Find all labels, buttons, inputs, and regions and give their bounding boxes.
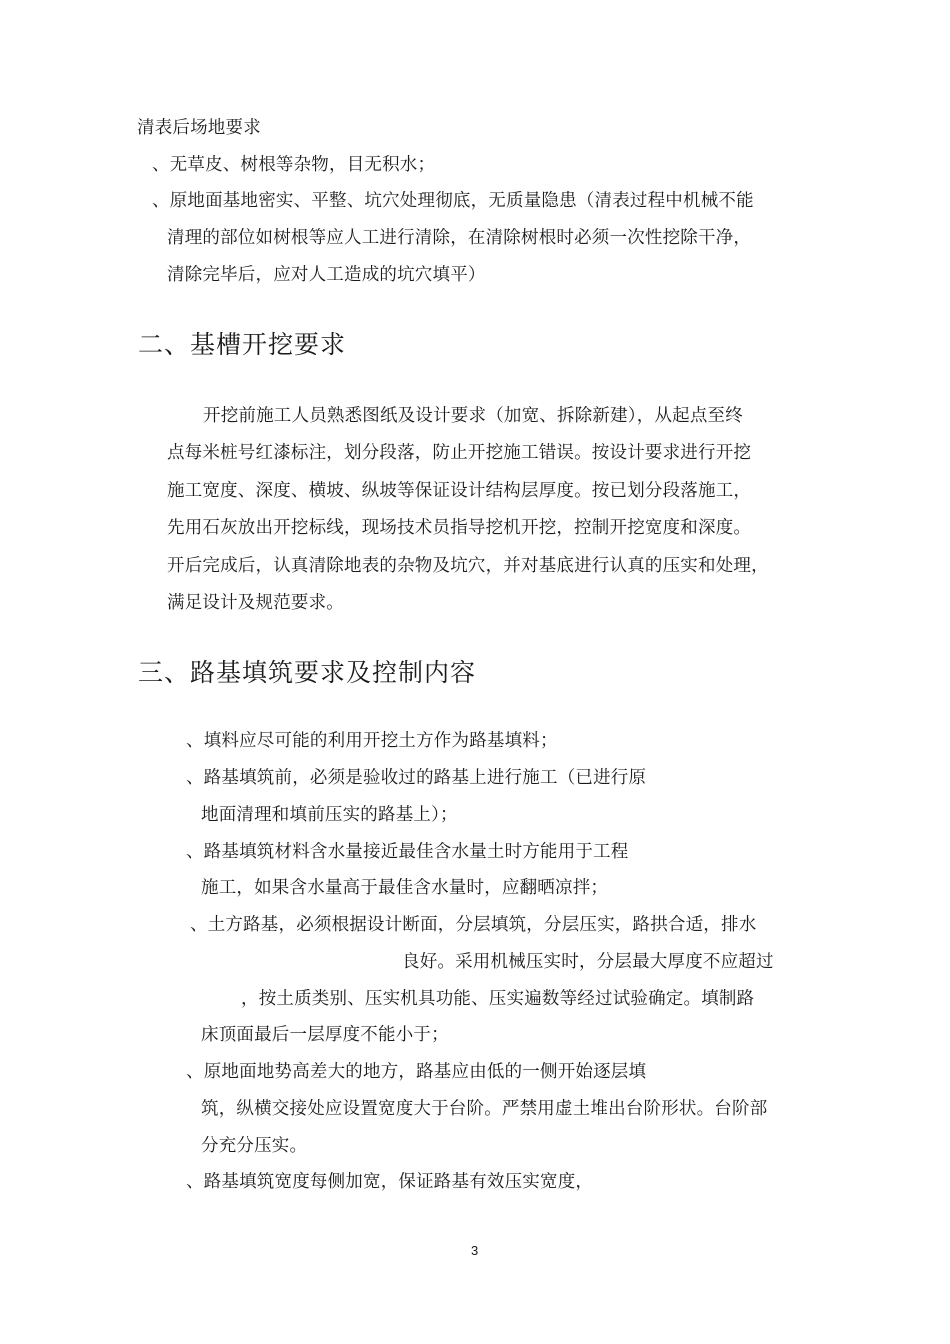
paragraph-line: 先用石灰放出开挖标线，现场技术员指导挖机开挖，控制开挖宽度和深度。 [167,518,752,538]
list-item: 、路基填筑前，必须是验收过的路基上进行施工（已进行原 [186,768,647,788]
section-subtitle: 清表后场地要求 [137,118,261,138]
list-item: 、原地面基地密实、平整、坑穴处理彻底，无质量隐患（清表过程中机械不能 [152,191,754,211]
section-heading: 三、路基填筑要求及控制内容 [138,658,477,687]
page-number: 3 [471,1243,479,1258]
list-item-continuation: 施工，如果含水量高于最佳含水量时，应翻晒凉拌； [201,878,609,898]
list-item-continuation: 筑，纵横交接处应设置宽度大于台阶。严禁用虚土堆出台阶形状。台阶部 [201,1099,768,1119]
paragraph-line: 点每米桩号红漆标注，划分段落，防止开挖施工错误。按设计要求进行开挖 [167,443,752,463]
paragraph-line: 满足设计及规范要求。 [167,593,344,613]
list-item: 、路基填筑宽度每侧加宽，保证路基有效压实宽度， [186,1172,594,1192]
list-item-continuation: 清理的部位如树根等应人工进行清除，在清除树根时必须一次性挖除干净， [167,228,752,248]
list-item-continuation: 地面清理和填前压实的路基上）； [201,805,458,825]
paragraph-line: 施工宽度、深度、横坡、纵坡等保证设计结构层厚度。按已划分段落施工， [167,481,752,501]
section-heading: 二、基槽开挖要求 [138,330,347,359]
list-item-continuation: 床顶面最后一层厚度不能小于； [201,1025,449,1045]
list-item: 、原地面地势高差大的地方，路基应由低的一侧开始逐层填 [186,1062,647,1082]
list-item-continuation: 良好。采用机械压实时，分层最大厚度不应超过 [402,952,774,972]
paragraph-line: 开挖前施工人员熟悉图纸及设计要求（加宽、拆除新建），从起点至终 [203,406,743,426]
list-item-continuation: 分充分压实。 [201,1136,308,1156]
paragraph-line: 开后完成后，认真清除地表的杂物及坑穴，并对基底进行认真的压实和处理， [167,556,769,576]
list-item: 、无草皮、树根等杂物，目无积水； [152,155,436,175]
list-item: 、土方路基，必须根据设计断面，分层填筑，分层压实，路拱合适，排水 [190,915,757,935]
list-item-continuation: ，按土质类别、压实机具功能、压实遍数等经过试验确定。填制路 [241,989,755,1009]
list-item: 、填料应尽可能的利用开挖土方作为路基填料； [186,731,558,751]
list-item: 、路基填筑材料含水量接近最佳含水量土时方能用于工程 [186,842,629,862]
list-item-continuation: 清除完毕后，应对人工造成的坑穴填平） [167,265,486,285]
